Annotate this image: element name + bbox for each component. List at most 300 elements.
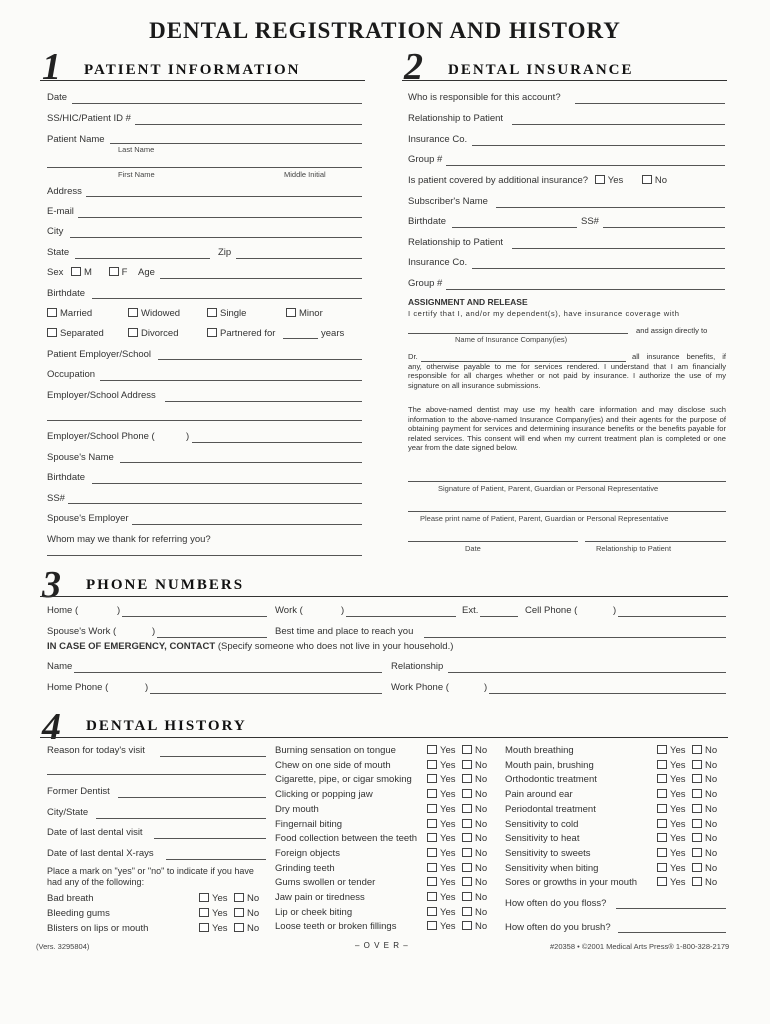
employer-address-field[interactable] — [165, 401, 362, 402]
history-c3-row-0-yes-checkbox[interactable] — [657, 745, 667, 754]
last-name-field[interactable] — [110, 143, 362, 144]
address-label: Address — [47, 186, 82, 197]
history-c3-row-1-label: Mouth pain, brushing — [505, 759, 594, 771]
history-c3-row-7-no-checkbox[interactable] — [692, 848, 702, 857]
history-c2-row-1-yes-checkbox[interactable] — [427, 760, 437, 769]
email-field[interactable] — [78, 217, 362, 218]
date-field[interactable] — [72, 103, 362, 104]
section-3-number: 3 — [42, 564, 61, 606]
history-c1-row-0-yes-label: Yes — [212, 893, 228, 904]
history-c2-row-8-yes-checkbox[interactable] — [427, 863, 437, 872]
history-c3-row-9-label: Sores or growths in your mouth — [505, 877, 638, 889]
history-c1-row-2-no-checkbox[interactable] — [234, 923, 244, 932]
state-field[interactable] — [75, 258, 210, 259]
company2-label: Insurance Co. — [408, 257, 468, 268]
history-c3-row-5-no-label: No — [705, 818, 718, 830]
history-c3-row-6-label: Sensitivity to heat — [505, 833, 580, 845]
minor-checkbox[interactable] — [286, 308, 296, 317]
history-c2-row-10-yes-label: Yes — [440, 892, 456, 903]
sex-row — [47, 267, 127, 278]
separated-checkbox[interactable] — [47, 328, 57, 337]
print-name-caption: Please print name of Patient, Parent, Guardian or Personal Representative — [420, 514, 669, 523]
history-c2-row-6-no-label: No — [475, 833, 488, 845]
history-c2-row-3-yes-label: Yes — [440, 789, 456, 801]
history-c3-row-0-no-label: No — [705, 745, 718, 756]
first-name-field[interactable] — [47, 167, 362, 168]
history-c3-row-7-yes-label: Yes — [670, 847, 686, 859]
assignment-title: ASSIGNMENT AND RELEASE — [408, 297, 528, 307]
history-c3-row-5-yes-checkbox[interactable] — [657, 819, 667, 828]
history-c2-row-12-label: Loose teeth or broken fillings — [275, 921, 397, 933]
widowed-checkbox[interactable] — [128, 308, 138, 317]
referral-label: Whom may we thank for referring you? — [47, 534, 211, 545]
history-c3-row-1 — [505, 760, 723, 771]
footer-copyright: #20358 • ©2001 Medical Arts Press® 1-800-328-2179 — [550, 942, 730, 951]
ec-home-phone-paren: ) — [145, 682, 149, 693]
history-c2-row-6-yes-label: Yes — [440, 833, 456, 845]
history-c2-row-9 — [275, 877, 493, 888]
history-c2-row-4-label: Dry mouth — [275, 803, 319, 815]
history-c2-row-0-no-label: No — [475, 745, 488, 756]
spouse-name-label: Spouse's Name — [47, 452, 114, 463]
spouse-employer-label: Spouse's Employer — [47, 513, 129, 524]
ins-ss-field[interactable] — [603, 227, 725, 228]
address-field[interactable] — [86, 196, 362, 197]
history-c2-row-12-no-label: No — [475, 921, 488, 933]
history-c2-row-4-no-checkbox[interactable] — [462, 804, 472, 813]
assignment-line1: I certify that I, and/or my dependent(s), have insurance coverage with — [408, 309, 680, 318]
form-title: DENTAL REGISTRATION AND HISTORY — [149, 18, 621, 43]
group1-field[interactable] — [446, 165, 725, 166]
employer-field[interactable] — [158, 359, 362, 360]
history-c2-row-7-no-checkbox[interactable] — [462, 848, 472, 857]
section-1-number: 1 — [42, 46, 61, 88]
responsible-field[interactable] — [575, 103, 725, 104]
history-c2-row-10 — [275, 892, 493, 903]
history-c2-row-6 — [275, 833, 493, 844]
history-c2-row-4-yes-label: Yes — [440, 803, 456, 815]
history-c3-row-8-no-label: No — [705, 862, 718, 874]
history-c3-row-7-label: Sensitivity to sweets — [505, 847, 591, 859]
history-c1-row-2-label: Blisters on lips or mouth — [47, 923, 149, 934]
spouse-employer-field[interactable] — [132, 524, 362, 525]
history-c3-row-6-yes-checkbox[interactable] — [657, 833, 667, 842]
spouse-birthdate-field[interactable] — [92, 483, 362, 484]
history-c2-row-7-no-label: No — [475, 847, 488, 859]
history-c1-row-1-label: Bleeding gums — [47, 908, 110, 919]
history-c3-row-9-yes-label: Yes — [670, 877, 686, 889]
employer-phone-field[interactable] — [192, 442, 362, 443]
history-c2-row-3 — [275, 789, 493, 800]
history-c3-row-1-no-checkbox[interactable] — [692, 760, 702, 769]
zip-label: Zip — [218, 247, 232, 258]
history-c3-row-4 — [505, 804, 723, 815]
sex-f-checkbox[interactable] — [109, 267, 119, 276]
history-c2-row-2-label: Cigarette, pipe, or cigar smoking — [275, 774, 412, 786]
separated-option[interactable] — [47, 328, 104, 339]
history-c3-row-3-no-checkbox[interactable] — [692, 789, 702, 798]
history-c3-row-6-no-label: No — [705, 833, 718, 845]
history-c2-row-12-yes-label: Yes — [440, 921, 456, 933]
company1-label: Insurance Co. — [408, 134, 468, 145]
relationship1-field[interactable] — [512, 124, 725, 125]
history-c2-row-9-no-checkbox[interactable] — [462, 877, 472, 886]
first-name-caption: First Name — [118, 170, 155, 179]
history-c3-row-3-yes-checkbox[interactable] — [657, 789, 667, 798]
history-c3-row-8-label: Sensitivity when biting — [505, 862, 599, 874]
years-label: years — [321, 328, 345, 339]
emergency-bold: IN CASE OF EMERGENCY, CONTACT — [47, 641, 216, 652]
additional-yes-checkbox[interactable] — [595, 175, 605, 184]
additional-no-label: No — [654, 175, 668, 186]
history-c3-row-2-no-checkbox[interactable] — [692, 774, 702, 783]
married-label: Married — [60, 308, 93, 319]
history-c2-row-11-yes-label: Yes — [440, 906, 456, 918]
history-c1-row-0-no-checkbox[interactable] — [234, 893, 244, 902]
history-c3-row-3 — [505, 789, 723, 800]
brush-label: How often do you brush? — [505, 922, 611, 933]
history-c2-row-0-no-checkbox[interactable] — [462, 745, 472, 754]
history-c1-row-1-yes-checkbox[interactable] — [199, 908, 209, 917]
history-c3-row-9-no-label: No — [705, 877, 718, 889]
history-c2-row-6-label: Food collection between the teeth — [275, 833, 418, 845]
history-c2-row-5-yes-checkbox[interactable] — [427, 819, 437, 828]
history-c3-row-1-yes-checkbox[interactable] — [657, 760, 667, 769]
history-c2-row-9-no-label: No — [475, 877, 488, 889]
cell-phone-label: Cell Phone ( — [525, 605, 578, 616]
history-c3-row-2 — [505, 774, 723, 785]
partnered-years-field[interactable] — [283, 338, 318, 339]
history-c1-row-0-no-label: No — [247, 893, 260, 904]
history-c3-row-2-no-label: No — [705, 774, 718, 786]
last-xrays-label: Date of last dental X-rays — [47, 848, 154, 859]
history-c1-row-2-yes-label: Yes — [212, 923, 228, 934]
sex-label: Sex — [47, 267, 64, 278]
history-c3-row-4-yes-checkbox[interactable] — [657, 804, 667, 813]
patient-name-label: Patient Name — [47, 134, 105, 145]
ec-work-phone-paren: ) — [484, 682, 488, 693]
history-c2-row-2-yes-label: Yes — [440, 774, 456, 786]
last-xrays-field[interactable] — [166, 859, 266, 860]
history-c2-row-0-label: Burning sensation on tongue — [275, 745, 396, 756]
history-c3-row-2-yes-label: Yes — [670, 774, 686, 786]
home-phone-field[interactable] — [122, 616, 267, 617]
history-c3-row-5-label: Sensitivity to cold — [505, 818, 579, 830]
history-c2-row-5 — [275, 819, 493, 830]
middle-initial-caption: Middle Initial — [284, 170, 326, 179]
additional-no-checkbox[interactable] — [642, 175, 652, 184]
history-c2-row-10-no-checkbox[interactable] — [462, 892, 472, 901]
occupation-label: Occupation — [47, 369, 96, 380]
ext-field[interactable] — [480, 616, 518, 617]
subscriber-field[interactable] — [496, 207, 725, 208]
sex-m-checkbox[interactable] — [71, 267, 81, 276]
history-c2-row-2-yes-checkbox[interactable] — [427, 774, 437, 783]
reason-label: Reason for today's visit — [47, 745, 145, 756]
former-dentist-field[interactable] — [118, 797, 266, 798]
relationship2-label: Relationship to Patient — [408, 237, 504, 248]
history-c2-row-1-yes-label: Yes — [440, 759, 456, 771]
ext-label: Ext. — [462, 605, 479, 616]
single-option[interactable] — [207, 308, 246, 319]
email-label: E-mail — [47, 206, 74, 217]
ec-work-phone-field[interactable] — [489, 693, 726, 694]
history-c2-row-1-no-label: No — [475, 759, 488, 771]
best-time-field[interactable] — [424, 637, 726, 638]
history-c3-row-0 — [505, 745, 723, 756]
history-c3-row-6-no-checkbox[interactable] — [692, 833, 702, 842]
history-c1-row-0-label: Bad breath — [47, 893, 94, 904]
history-c2-row-5-yes-label: Yes — [440, 818, 456, 830]
signature-caption: Signature of Patient, Parent, Guardian or Personal Representative — [438, 484, 659, 493]
history-c2-row-9-yes-label: Yes — [440, 877, 456, 889]
sign-date-field[interactable] — [408, 541, 578, 542]
emergency-note: (Specify someone who does not live in your household.) — [217, 641, 454, 652]
history-c2-row-4 — [275, 804, 493, 815]
history-c2-row-2-no-label: No — [475, 774, 488, 786]
last-visit-field[interactable] — [154, 838, 266, 839]
history-c2-row-12 — [275, 921, 493, 932]
employer-address-field-2[interactable] — [47, 420, 362, 421]
history-c3-row-5 — [505, 819, 723, 830]
history-c2-row-1 — [275, 760, 493, 771]
history-c3-row-1-yes-label: Yes — [670, 759, 686, 771]
history-c1-row-1-no-label: No — [247, 908, 260, 919]
history-c3-row-7 — [505, 848, 723, 859]
history-c2-row-10-no-label: No — [475, 892, 488, 903]
married-checkbox[interactable] — [47, 308, 57, 317]
section-2-number: 2 — [404, 46, 423, 88]
instructions-text: Place a mark on "yes" or "no" to indicate if you have had any of the following: — [47, 866, 254, 887]
cell-phone-paren: ) — [613, 605, 617, 616]
employer-address-label: Employer/School Address — [47, 390, 156, 401]
ins-ss-label: SS# — [581, 216, 599, 227]
married-option[interactable] — [47, 308, 92, 319]
dr-label: Dr. — [408, 352, 418, 361]
history-c3-row-3-no-label: No — [705, 789, 718, 801]
history-c2-row-4-no-label: No — [475, 803, 488, 815]
former-dentist-label: Former Dentist — [47, 786, 110, 797]
history-c2-row-7-yes-label: Yes — [440, 847, 456, 859]
subscriber-label: Subscriber's Name — [408, 196, 488, 207]
relationship1-label: Relationship to Patient — [408, 113, 504, 124]
history-c1-row-1-no-checkbox[interactable] — [234, 908, 244, 917]
birthdate-field[interactable] — [92, 298, 362, 299]
spouse-work-field[interactable] — [157, 637, 267, 638]
ins-birthdate-field[interactable] — [452, 227, 577, 228]
emergency-heading — [47, 641, 453, 652]
home-phone-label: Home ( — [47, 605, 79, 616]
zip-field[interactable] — [236, 258, 362, 259]
history-c2-row-2 — [275, 774, 493, 785]
benefits-text: all insurance benefits, if any, otherwise payable to me for services rendered. I understand that I am financially responsible for all charges whether or not paid by insurance. I authorize the use of my signature on all insurance submissions. — [408, 352, 726, 390]
divorced-option[interactable] — [128, 328, 179, 339]
history-c2-row-8-no-checkbox[interactable] — [462, 863, 472, 872]
signature-field[interactable] — [408, 481, 726, 482]
history-c3-row-3-label: Pain around ear — [505, 789, 573, 801]
best-time-label: Best time and place to reach you — [275, 626, 414, 637]
ec-name-field[interactable] — [74, 672, 382, 673]
sex-f-label: F — [121, 267, 128, 278]
history-c2-row-0-yes-label: Yes — [440, 745, 456, 756]
history-c2-row-7-yes-checkbox[interactable] — [427, 848, 437, 857]
birthdate-label: Birthdate — [47, 288, 86, 299]
relationship-caption: Relationship to Patient — [596, 544, 672, 553]
single-label: Single — [220, 308, 247, 319]
history-c2-row-0 — [275, 745, 493, 756]
section-1-title: PATIENT INFORMATION — [84, 62, 301, 78]
history-c2-row-10-yes-checkbox[interactable] — [427, 892, 437, 901]
history-c3-row-9 — [505, 877, 723, 888]
history-c1-row-2 — [47, 923, 265, 934]
city-state-field[interactable] — [96, 818, 266, 819]
spouse-work-paren: ) — [152, 626, 156, 637]
widowed-label: Widowed — [141, 308, 181, 319]
history-c1-row-1 — [47, 908, 265, 919]
occupation-field[interactable] — [100, 380, 362, 381]
history-c2-row-4-yes-checkbox[interactable] — [427, 804, 437, 813]
brush-field[interactable] — [618, 932, 726, 933]
history-c3-row-8-yes-checkbox[interactable] — [657, 863, 667, 872]
partnered-label: Partnered for — [220, 328, 276, 339]
single-checkbox[interactable] — [207, 308, 217, 317]
work-phone-label: Work ( — [275, 605, 303, 616]
history-c2-row-3-no-label: No — [475, 789, 488, 801]
history-c3-row-5-yes-label: Yes — [670, 818, 686, 830]
history-c3-row-4-no-checkbox[interactable] — [692, 804, 702, 813]
history-c1-row-1-yes-label: Yes — [212, 908, 228, 919]
reason-field-2[interactable] — [47, 774, 266, 775]
history-c3-row-0-yes-label: Yes — [670, 745, 686, 756]
reason-field[interactable] — [160, 756, 266, 757]
additional-row — [408, 175, 667, 186]
city-field[interactable] — [70, 237, 362, 238]
history-c2-row-5-no-checkbox[interactable] — [462, 819, 472, 828]
history-c2-row-8-label: Grinding teeth — [275, 862, 335, 874]
history-c3-row-3-yes-label: Yes — [670, 789, 686, 801]
city-label: City — [47, 226, 64, 237]
section-3-title: PHONE NUMBERS — [86, 577, 245, 593]
divorced-label: Divorced — [141, 328, 179, 339]
employer-phone-paren: ) — [186, 431, 190, 442]
section-4-title: DENTAL HISTORY — [86, 718, 247, 734]
cell-phone-field[interactable] — [618, 616, 726, 617]
history-c3-row-0-no-checkbox[interactable] — [692, 745, 702, 754]
history-c2-row-1-no-checkbox[interactable] — [462, 760, 472, 769]
ss-label: SS/HIC/Patient ID # — [47, 113, 131, 124]
spouse-ss-field[interactable] — [68, 503, 362, 504]
ec-work-phone-label: Work Phone ( — [391, 682, 449, 693]
ec-relationship-field[interactable] — [448, 672, 726, 673]
history-c2-row-3-no-checkbox[interactable] — [462, 789, 472, 798]
age-field[interactable] — [160, 278, 362, 279]
relationship2-field[interactable] — [512, 248, 725, 249]
history-c3-row-6 — [505, 833, 723, 844]
sign-relationship-field[interactable] — [585, 541, 726, 542]
print-name-field[interactable] — [408, 511, 726, 512]
company2-field[interactable] — [472, 268, 725, 269]
minor-option[interactable] — [286, 308, 323, 319]
history-c2-row-6-yes-checkbox[interactable] — [427, 833, 437, 842]
history-c2-row-10-label: Jaw pain or tiredness — [275, 892, 365, 903]
history-c2-row-11-yes-checkbox[interactable] — [427, 907, 437, 916]
work-phone-field[interactable] — [346, 616, 456, 617]
history-c2-row-6-no-checkbox[interactable] — [462, 833, 472, 842]
history-c2-row-11 — [275, 907, 493, 918]
widowed-option[interactable] — [128, 308, 180, 319]
floss-field[interactable] — [616, 908, 726, 909]
history-c2-row-0-yes-checkbox[interactable] — [427, 745, 437, 754]
ec-home-phone-field[interactable] — [150, 693, 382, 694]
history-c3-row-5-no-checkbox[interactable] — [692, 819, 702, 828]
group2-label: Group # — [408, 278, 443, 289]
home-phone-paren: ) — [117, 605, 121, 616]
history-c3-row-2-yes-checkbox[interactable] — [657, 774, 667, 783]
assignment-line2: and assign directly to — [636, 326, 708, 335]
history-c1-row-0 — [47, 893, 265, 904]
minor-label: Minor — [299, 308, 323, 319]
history-c3-row-0-label: Mouth breathing — [505, 745, 574, 756]
ss-field[interactable] — [135, 124, 362, 125]
history-c2-row-11-no-label: No — [475, 906, 488, 918]
date-caption: Date — [465, 544, 481, 553]
history-c2-row-8-yes-label: Yes — [440, 862, 456, 874]
responsible-label: Who is responsible for this account? — [408, 92, 561, 103]
sex-m-label: M — [84, 267, 92, 278]
history-c3-row-7-yes-checkbox[interactable] — [657, 848, 667, 857]
history-c3-row-9-no-checkbox[interactable] — [692, 877, 702, 886]
ins-birthdate-label: Birthdate — [408, 216, 447, 227]
history-c3-row-8-no-checkbox[interactable] — [692, 863, 702, 872]
history-c3-row-9-yes-checkbox[interactable] — [657, 877, 667, 886]
partnered-option[interactable] — [207, 328, 275, 339]
group2-field[interactable] — [446, 289, 725, 290]
history-c2-row-9-yes-checkbox[interactable] — [427, 877, 437, 886]
last-visit-label: Date of last dental visit — [47, 827, 143, 838]
additional-yes-label: Yes — [607, 175, 624, 186]
partnered-checkbox[interactable] — [207, 328, 217, 337]
ec-name-label: Name — [47, 661, 73, 672]
divorced-checkbox[interactable] — [128, 328, 138, 337]
history-c3-row-2-label: Orthodontic treatment — [505, 774, 597, 786]
history-c2-row-8 — [275, 863, 493, 874]
history-c1-row-2-no-label: No — [247, 923, 260, 934]
history-c2-row-3-yes-checkbox[interactable] — [427, 789, 437, 798]
history-c2-row-12-yes-checkbox[interactable] — [427, 921, 437, 930]
separated-label: Separated — [60, 328, 104, 339]
history-c2-row-11-no-checkbox[interactable] — [462, 907, 472, 916]
company-caption: Name of Insurance Company(ies) — [455, 335, 568, 344]
age-label: Age — [138, 267, 155, 278]
insurance-company-field[interactable] — [408, 333, 628, 334]
history-c2-row-3-label: Clicking or popping jaw — [275, 789, 373, 801]
referral-field[interactable] — [47, 555, 362, 556]
work-phone-paren: ) — [341, 605, 345, 616]
city-state-label: City/State — [47, 807, 89, 818]
group1-label: Group # — [408, 154, 443, 165]
floss-label: How often do you floss? — [505, 898, 607, 909]
spouse-name-field[interactable] — [120, 462, 362, 463]
employer-phone-label: Employer/School Phone ( — [47, 431, 155, 442]
history-c1-row-0-yes-checkbox[interactable] — [199, 893, 209, 902]
history-c2-row-12-no-checkbox[interactable] — [462, 921, 472, 930]
date-label: Date — [47, 92, 68, 103]
history-c2-row-5-label: Fingernail biting — [275, 818, 343, 830]
history-c1-row-2-yes-checkbox[interactable] — [199, 923, 209, 932]
history-c2-row-2-no-checkbox[interactable] — [462, 774, 472, 783]
history-c2-row-7-label: Foreign objects — [275, 847, 340, 859]
company1-field[interactable] — [472, 145, 725, 146]
